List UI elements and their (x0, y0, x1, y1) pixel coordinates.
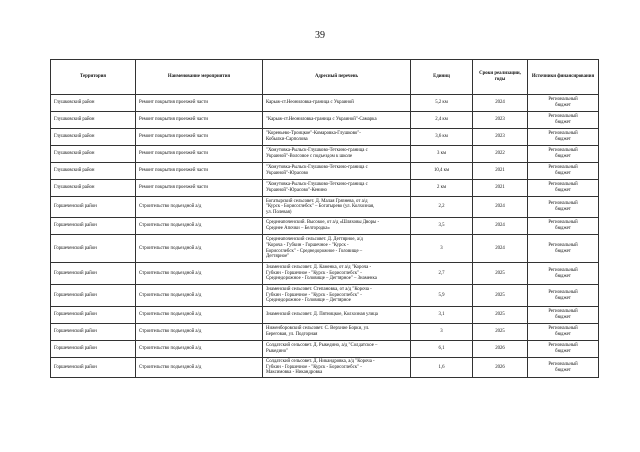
cell-source: Региональный бюджет (528, 180, 599, 197)
cell-year: 2025 (473, 324, 528, 341)
cell-source: Региональный бюджет (528, 263, 599, 285)
cell-address: Знаменский сельсовет. Степановка, от а/д "Короча - Губкин - Горшечное - "Курск - Борисоглебск" - Среднедорожное - Головище – Дегтярное (263, 285, 411, 307)
cell-source: Региональный бюджет (528, 197, 599, 218)
header-units: Единиц (411, 60, 473, 95)
cell-territory: Горшеченский район (51, 263, 136, 285)
program-table (50, 59, 599, 378)
cell-year: 2021 (473, 180, 528, 197)
table-row (51, 285, 599, 307)
cell-action: Строительство подъездной а/д (136, 235, 263, 263)
cell-source: Региональный бюджет (528, 235, 599, 263)
cell-address: Карыж-ст.Неониловка-граница с Украиной (263, 95, 411, 112)
cell-units: 5,9 (411, 285, 473, 307)
cell-address: Богатырский сельсовет. Д. Малая Грязнева, от а/д "Курск - Борисоглебск" – Богатырево (ул. Колхозная, ул. Полевая) (263, 197, 411, 218)
cell-action: Ремонт покрытия проезжей части (136, 163, 263, 180)
cell-territory: Горшеченский район (51, 324, 136, 341)
header-action: Наименование мероприятия (136, 60, 263, 95)
cell-address: Знаменский сельсовет. Д. Каменка, от а/д "Короча - Губкин - Горшечное - "Курск - Борисоглебск" - Среднедорожное - Головище – Дегтярное" – Знаменка (263, 263, 411, 285)
table-row (51, 180, 599, 197)
cell-source: Региональный бюджет (528, 341, 599, 358)
cell-year: 2024 (473, 197, 528, 218)
cell-action: Ремонт покрытия проезжей части (136, 180, 263, 197)
cell-year: 2025 (473, 285, 528, 307)
cell-action: Ремонт покрытия проезжей части (136, 112, 263, 129)
cell-year: 2025 (473, 263, 528, 285)
cell-territory: Глушковский район (51, 180, 136, 197)
cell-units: 2,2 (411, 197, 473, 218)
table-header-row (51, 60, 599, 95)
cell-source: Региональный бюджет (528, 218, 599, 235)
cell-units: 3,1 (411, 307, 473, 324)
cell-address: Среднеапоченский сельсовет. Д. Дегтярное, а/д "Короча - Губкин - Горшечное - "Курск - Борисоглебск" - Среднедорожное - Головище – Дегтярное" (263, 235, 411, 263)
table-row (51, 95, 599, 112)
cell-action: Строительство подъездной а/д (136, 197, 263, 218)
cell-year: 2023 (473, 129, 528, 146)
table-row (51, 129, 599, 146)
cell-year: 2024 (473, 235, 528, 263)
table-row (51, 146, 599, 163)
cell-territory: Горшеченский район (51, 197, 136, 218)
cell-address: "Хомутовка-Рыльск-Глушково-Теткино-граница с Украиной"-Волсовое с подъездом к школе (263, 146, 411, 163)
cell-source: Региональный бюджет (528, 358, 599, 378)
cell-action: Ремонт покрытия проезжей части (136, 146, 263, 163)
cell-address: Знаменский сельсовет. Д. Пятницкое, Колхозная улица (263, 307, 411, 324)
cell-action: Строительство подъездной а/д (136, 263, 263, 285)
table-body (51, 95, 599, 378)
cell-territory: Глушковский район (51, 146, 136, 163)
table-row (51, 341, 599, 358)
cell-source: Региональный бюджет (528, 307, 599, 324)
cell-year: 2022 (473, 146, 528, 163)
cell-action: Строительство подъездной а/д (136, 358, 263, 378)
cell-action: Строительство подъездной а/д (136, 307, 263, 324)
cell-source: Региональный бюджет (528, 163, 599, 180)
cell-territory: Горшеченский район (51, 358, 136, 378)
cell-units: 3 (411, 235, 473, 263)
cell-year: 2026 (473, 358, 528, 378)
table-row (51, 324, 599, 341)
cell-source: Региональный бюджет (528, 285, 599, 307)
cell-units: 2,7 (411, 263, 473, 285)
cell-action: Строительство подъездной а/д (136, 324, 263, 341)
table-row (51, 263, 599, 285)
cell-source: Региональный бюджет (528, 146, 599, 163)
cell-units: 3,6 км (411, 129, 473, 146)
cell-address: "Хомутовка-Рыльск-Глушково-Теткино-граница с Украиной"-Юрасово"-Кенино (263, 180, 411, 197)
cell-source: Региональный бюджет (528, 324, 599, 341)
cell-units: 3 км (411, 146, 473, 163)
cell-action: Строительство подъездной а/д (136, 285, 263, 307)
cell-units: 5,2 км (411, 95, 473, 112)
cell-units: 3,5 (411, 218, 473, 235)
cell-source: Региональный бюджет (528, 95, 599, 112)
cell-units: 1,6 (411, 358, 473, 378)
cell-source: Региональный бюджет (528, 129, 599, 146)
cell-units: 6,1 (411, 341, 473, 358)
cell-address: Солдатский сельсовет. Д. Никандровка, а/д "Короча - Губкин - Горшечное - "Курск - Борисоглебск" - Максимовка - Никандровка (263, 358, 411, 378)
table-row (51, 358, 599, 378)
page-number: 39 (315, 30, 325, 41)
cell-year: 2021 (473, 163, 528, 180)
cell-territory: Глушковский район (51, 112, 136, 129)
cell-territory: Глушковский район (51, 163, 136, 180)
cell-units: 2 км (411, 180, 473, 197)
cell-action: Ремонт покрытия проезжей части (136, 129, 263, 146)
cell-source: Региональный бюджет (528, 112, 599, 129)
cell-action: Ремонт покрытия проезжей части (136, 95, 263, 112)
table-row (51, 307, 599, 324)
cell-action: Строительство подъездной а/д (136, 218, 263, 235)
table-row (51, 235, 599, 263)
table-row (51, 163, 599, 180)
cell-address: "Хомутовка-Рыльск-Глушково-Теткино-граница с Украиной"-Юрасово (263, 163, 411, 180)
header-address: Адресный перечень (263, 60, 411, 95)
cell-address: "Карыж-ст.Неониловка-граница с Украиной"-Самарка (263, 112, 411, 129)
cell-address: Солдатский сельсовет. Д. Рыкедино, а/д "Солдатское – Рыкедино" (263, 341, 411, 358)
cell-territory: Горшеченский район (51, 235, 136, 263)
cell-territory: Горшеченский район (51, 341, 136, 358)
cell-year: 2026 (473, 341, 528, 358)
cell-units: 2,4 км (411, 112, 473, 129)
cell-address: Среднеапоченский. Высокое, от а/д «Шляховы Дворы - Среднее Апочки – Белгородка» (263, 218, 411, 235)
cell-territory: Глушковский район (51, 129, 136, 146)
cell-year: 2023 (473, 112, 528, 129)
table-row (51, 218, 599, 235)
header-source: Источники финансирования (528, 60, 599, 95)
cell-address: "Кореньево-Троицкое"-Комаровка-Глушково"- Кобылки-Сарполова (263, 129, 411, 146)
cell-territory: Глушковский район (51, 95, 136, 112)
table-row (51, 197, 599, 218)
cell-action: Строительство подъездной а/д (136, 341, 263, 358)
table-row (51, 112, 599, 129)
cell-territory: Горшеченский район (51, 218, 136, 235)
cell-units: 10,4 км (411, 163, 473, 180)
cell-units: 3 (411, 324, 473, 341)
cell-address: Ниженборовский сельсовет. С. Верхние Борки, ул. Береговая, ул. Подгорная (263, 324, 411, 341)
cell-year: 2024 (473, 218, 528, 235)
cell-year: 2024 (473, 95, 528, 112)
cell-year: 2025 (473, 307, 528, 324)
header-territory: Территория (51, 60, 136, 95)
header-term: Сроки реализации, годы (473, 60, 528, 95)
cell-territory: Горшеченский район (51, 307, 136, 324)
cell-territory: Горшеченский район (51, 285, 136, 307)
